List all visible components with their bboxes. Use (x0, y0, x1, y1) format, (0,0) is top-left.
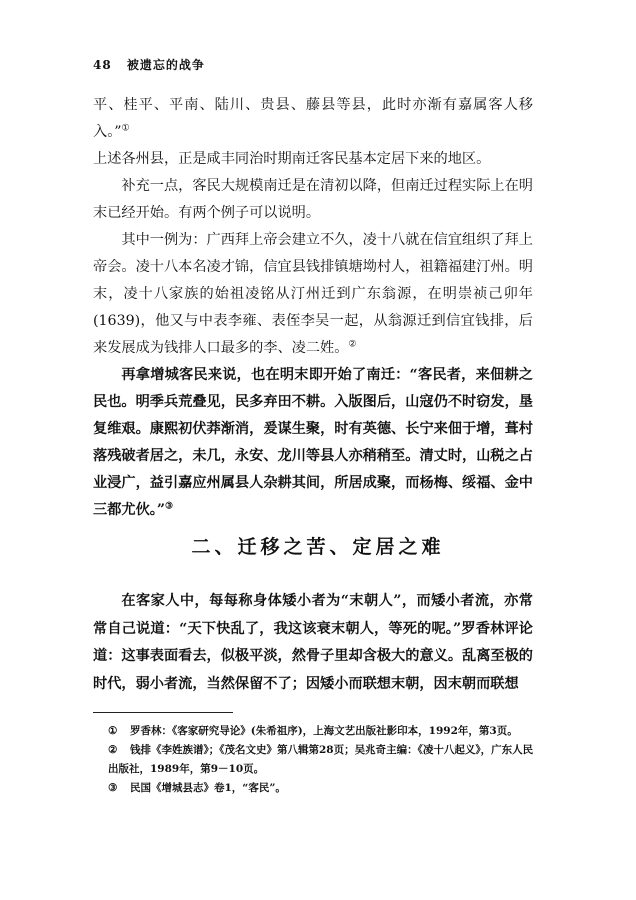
paragraph-text: 平、桂平、平南、陆川、贵县、藤县等县，此时亦渐有嘉属客人移入。” (93, 97, 533, 140)
footnote-ref: ② (348, 339, 357, 350)
page-number: 48 (93, 58, 112, 72)
footnote-3 (108, 779, 538, 798)
footnote-1 (108, 722, 538, 741)
footnote-mark: ② (108, 744, 118, 756)
running-header (93, 56, 205, 73)
paragraph-1 (93, 92, 533, 146)
paragraph-5 (93, 362, 533, 524)
footnotes (108, 722, 538, 798)
paragraph-text: 补充一点，客民大规模南迁是在清初以降，但南迁过程实际上在明末已经开始。有两个例子可以说明。 (93, 178, 533, 221)
footnote-2 (108, 741, 538, 779)
footnote-mark: ① (108, 725, 118, 737)
paragraph-4 (93, 227, 533, 362)
footnote-ref: ③ (165, 501, 174, 512)
footnote-mark: ③ (108, 782, 118, 794)
paragraph-2 (93, 146, 533, 173)
book-title: 被遗忘的战争 (126, 58, 205, 72)
paragraph-text: 其中一例为：广西拜上帝会建立不久，凌十八就在信宜组织了拜上帝会。凌十八本名凌才锦，信宜县钱排镇塘坳村人，祖籍福建汀州。明末，凌十八家族的始祖凌铭从汀州迁到广东翁源，在明崇祯己卯年(1639)，他又与中表李雍、表侄李吴一起，从翁源迁到信宜钱排，后来发展成为钱排人口最多的李、凌二姓。 (93, 232, 533, 356)
section-paragraph: 在客家人中，每每称身体矮小者为“末朝人”，而矮小者流，亦常常自己说道：“天下快乱了，我这该衰末朝人，等死的呢。”罗香林评论道：这事表面看去，似极平淡，然骨子里却含极大的意义。乱离至极的时代，弱小者流，当然保留不了；因矮小而联想末朝，因末朝而联想 (93, 593, 533, 692)
footnote-text: 民国《增城县志》卷1，“客民”。 (130, 782, 286, 794)
paragraph-text: 再拿增城客民来说，也在明末即开始了南迁：“客民者，来佃耕之民也。明季兵荒叠见，民多弃田不耕。入版图后，山寇仍不时窃发，垦复维艰。康熙初伏莽渐消，爰谋生聚，时有英德、长宁来佃于增，葺村落残破者居之，未几，永安、龙川等县人亦稍稍至。清丈时，山税之占业浸广，益引嘉应州属县人杂耕其间，所居成聚，而杨梅、绥福、金中三都尤伙。” (93, 367, 533, 518)
footnote-text: 钱排《李姓族谱》；《茂名文史》第八辑第28页；吴兆奇主编：《凌十八起义》，广东人民出版社，1989年，第9－10页。 (108, 744, 534, 775)
paragraph-3 (93, 173, 533, 227)
body-text (93, 92, 533, 524)
footnote-text: 罗香林：《客家研究导论》(朱希祖序)，上海文艺出版社影印本，1992年，第3页。 (130, 725, 518, 737)
section-body (93, 588, 533, 698)
footnote-ref: ① (121, 123, 130, 134)
footnote-divider (93, 712, 233, 713)
section-title: 二、迁移之苦、定居之难 (191, 536, 445, 558)
paragraph-text: 上述各州县，正是咸丰同治时期南迁客民基本定居下来的地区。 (93, 151, 491, 167)
